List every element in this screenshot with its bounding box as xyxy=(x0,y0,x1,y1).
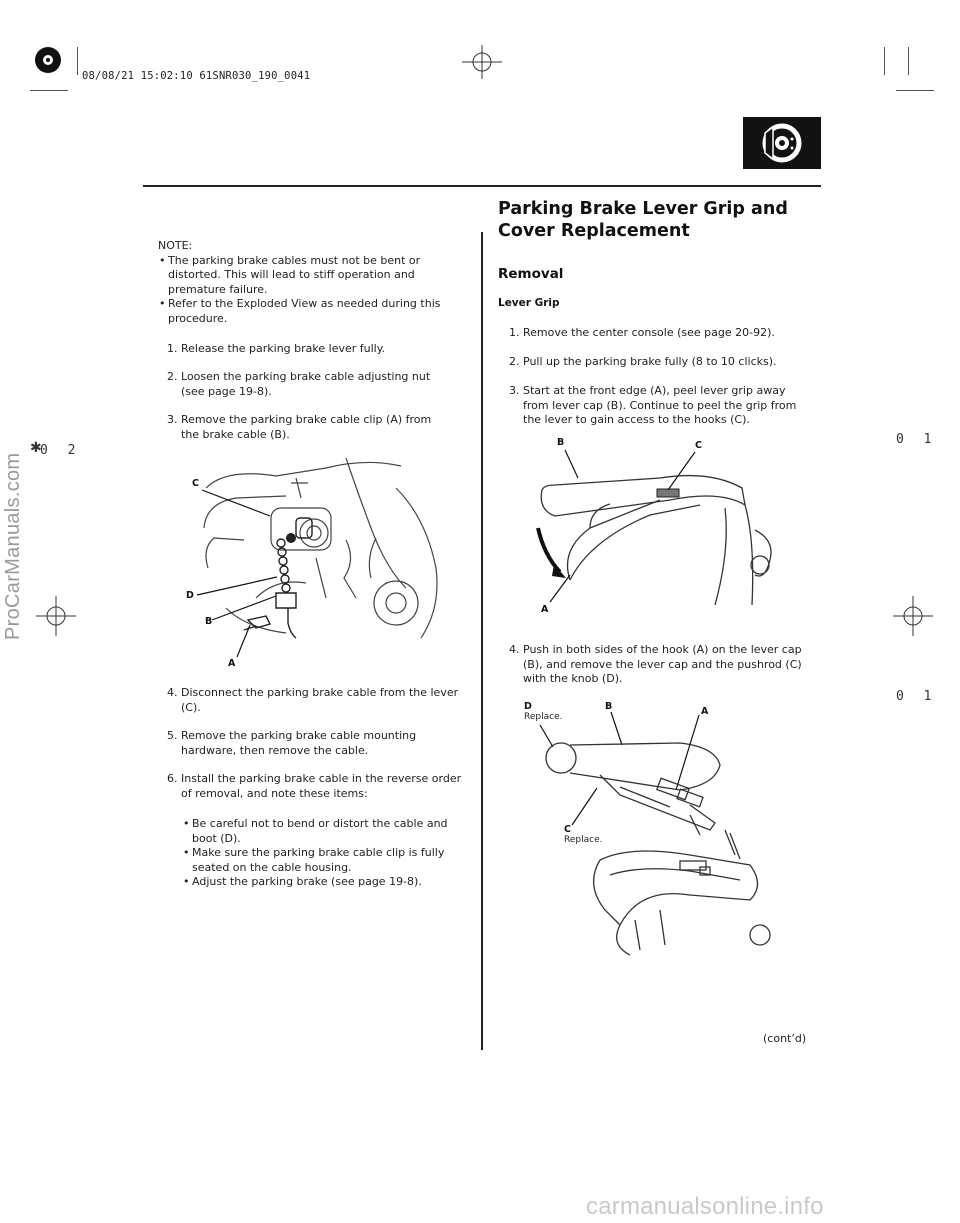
crop-mark xyxy=(77,47,78,75)
right-step-1 xyxy=(509,326,809,341)
step-number: 2. xyxy=(167,370,178,383)
registration-crosshair-left xyxy=(36,596,76,636)
step-text: Release the parking brake lever fully. xyxy=(181,342,386,355)
install-note xyxy=(182,846,454,875)
label-C: C xyxy=(564,824,571,835)
cable-clip-figure xyxy=(196,448,446,667)
side-watermark: ProCarManuals.com xyxy=(2,452,24,640)
note-text: Refer to the Exploded View as needed during this procedure. xyxy=(168,297,441,325)
step-text: Remove the parking brake cable mounting hardware, then remove the cable. xyxy=(181,729,417,757)
step-text: Disconnect the parking brake cable from the lever (C). xyxy=(181,686,459,714)
footer-watermark: carmanualsonline.info xyxy=(586,1193,824,1220)
install-note xyxy=(182,875,472,890)
step-number: 4. xyxy=(167,686,178,699)
step-text: Push in both sides of the hook (A) on the lever cap (B), and remove the lever cap and the pushrod (C) with the knob (D). xyxy=(523,643,802,685)
step-text: Start at the front edge (A), peel lever grip away from lever cap (B). Continue to peel the grip from the lever to gain access to the hooks (C). xyxy=(523,384,797,426)
registration-crosshair-right xyxy=(893,596,933,636)
left-step-3 xyxy=(167,413,452,442)
note-item xyxy=(158,254,423,298)
print-timestamp: 08/08/21 15:02:10 61SNR030_190_0041 xyxy=(82,70,311,82)
page-mark-right-1: 0 1 xyxy=(896,432,938,447)
right-step-3 xyxy=(509,384,801,428)
left-step-2 xyxy=(167,370,437,399)
brake-disc-icon xyxy=(743,117,821,169)
lever-cap-figure xyxy=(540,735,780,964)
note-block xyxy=(158,239,478,326)
continued-note: (cont’d) xyxy=(763,1032,807,1045)
step-text: Install the parking brake cable in the reverse order of removal, and note these items: xyxy=(181,772,462,800)
subsection-heading: Lever Grip xyxy=(498,297,560,309)
column-divider xyxy=(481,232,483,1050)
step-text: Remove the parking brake cable clip (A) from the brake cable (B). xyxy=(181,413,432,441)
replace-note-D: Replace. xyxy=(524,712,563,722)
label-D: D xyxy=(186,590,194,601)
crop-mark xyxy=(884,47,885,75)
label-D: D xyxy=(524,701,532,712)
label-A: A xyxy=(701,706,709,717)
left-step-1 xyxy=(167,342,477,357)
replace-note-C: Replace. xyxy=(564,835,603,845)
page-mark-left: 0 2 xyxy=(40,443,82,458)
registration-mark-top-left xyxy=(28,40,68,80)
header-rule xyxy=(143,185,821,187)
install-notes xyxy=(182,817,472,890)
label-B: B xyxy=(605,701,613,712)
label-C: C xyxy=(192,478,199,489)
label-C: C xyxy=(695,440,702,451)
page-title: Parking Brake Lever Grip and Cover Replacement xyxy=(498,199,788,241)
step-number: 6. xyxy=(167,772,178,785)
asterisk-mark: ✱ xyxy=(30,440,42,456)
label-A: A xyxy=(541,604,549,615)
step-number: 1. xyxy=(167,342,178,355)
step-number: 5. xyxy=(167,729,178,742)
label-A: A xyxy=(228,658,236,669)
note-item xyxy=(158,297,468,326)
brake-section-icon xyxy=(743,117,821,169)
step-number: 3. xyxy=(509,384,520,397)
step-number: 1. xyxy=(509,326,520,339)
install-note-text: Make sure the parking brake cable clip is fully seated on the cable housing. xyxy=(192,846,445,874)
note-label: NOTE: xyxy=(158,239,193,252)
crop-mark xyxy=(908,47,909,75)
label-B: B xyxy=(557,437,565,448)
install-note xyxy=(182,817,460,846)
step-text: Loosen the parking brake cable adjusting nut (see page 19-8). xyxy=(181,370,431,398)
step-text: Pull up the parking brake fully (8 to 10 clicks). xyxy=(523,355,777,368)
crop-mark xyxy=(30,90,68,91)
label-B: B xyxy=(205,616,213,627)
step-number: 4. xyxy=(509,643,520,656)
left-step-5 xyxy=(167,729,437,758)
step-number: 3. xyxy=(167,413,178,426)
note-text: The parking brake cables must not be bent or distorted. This will lead to stiff operation and premature failure. xyxy=(168,253,421,296)
crop-mark xyxy=(896,90,934,91)
section-heading: Removal xyxy=(498,266,564,282)
left-step-6 xyxy=(167,772,467,801)
install-note-text: Adjust the parking brake (see page 19-8). xyxy=(192,875,422,888)
right-step-2 xyxy=(509,355,809,370)
step-text: Remove the center console (see page 20-92). xyxy=(523,326,775,339)
page-mark-right-2: 0 1 xyxy=(896,689,938,704)
step-number: 2. xyxy=(509,355,520,368)
install-note-text: Be careful not to bend or distort the cable and boot (D). xyxy=(192,817,448,845)
lever-grip-figure xyxy=(530,460,780,619)
left-step-4 xyxy=(167,686,467,715)
registration-crosshair-top xyxy=(462,45,502,79)
right-step-4 xyxy=(509,643,809,687)
